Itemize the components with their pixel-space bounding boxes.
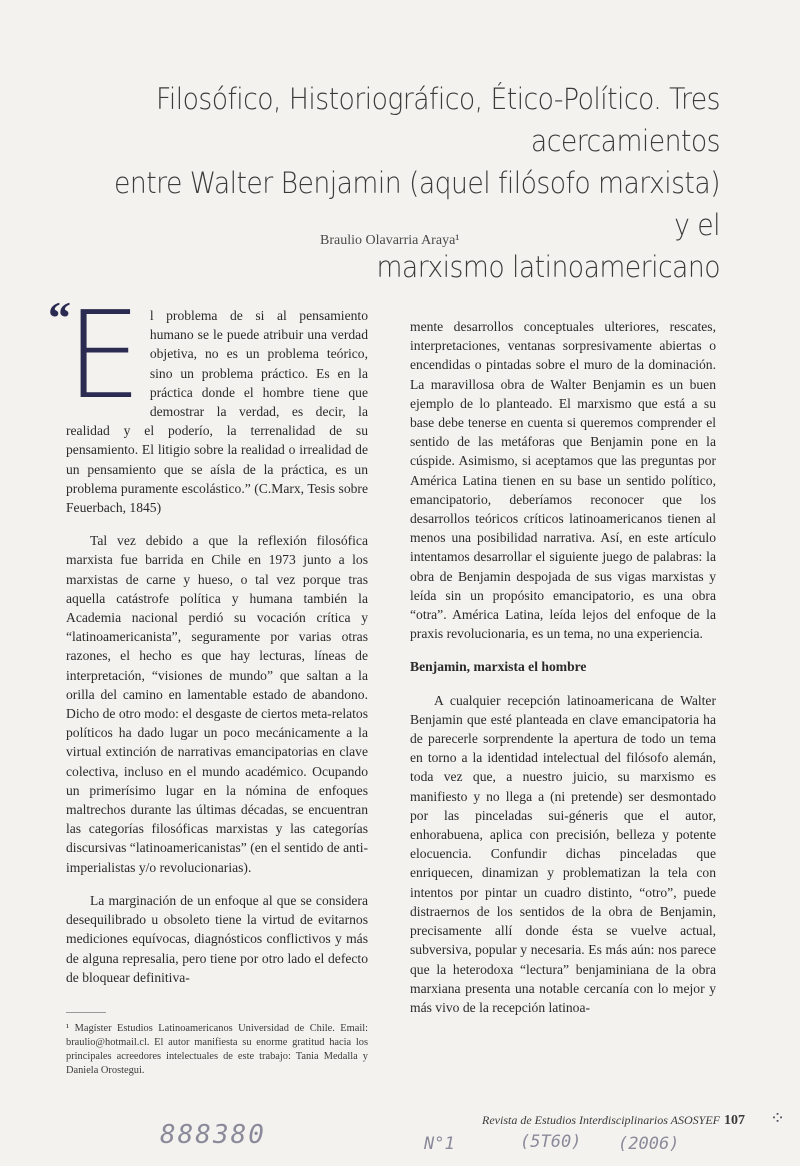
- left-column: [66, 287, 368, 1001]
- journal-name: Revista de Estudios Interdisciplinarios ASOSYEF: [482, 1113, 720, 1127]
- footnote-divider: [66, 1012, 106, 1013]
- handwritten-number: 888380: [160, 1120, 266, 1150]
- opening-quote-mark: “: [48, 292, 71, 343]
- author-name: Braulio Olavarria Araya¹: [320, 233, 460, 248]
- drop-cap: E: [66, 287, 142, 426]
- section-heading: Benjamin, marxista el hombre: [410, 659, 587, 675]
- footnote: ¹ Magíster Estudios Latinoamericanos Universidad de Chile. Email: braulio@hotmail.cl. El autor manifiesta su enorme gratitud hacia los principales acreedores intelectuales de este trabajo: Tania Medalla y Daniela Orostegui.: [66, 1023, 368, 1076]
- epigraph: [66, 287, 368, 517]
- handwritten-issue: N°1: [424, 1134, 455, 1154]
- paragraph: Tal vez debido a que la reflexión filosófica marxista fue barrida en Chile en 1973 junto a los marxistas de carne y hueso, o tal vez porque tras aquella catástrofe política y humana también la Academia nacional perdió su vocación crítica y “latinoamericanista”, seguramente por varias otras razones, el hecho es que hay lecturas, líneas de interpretación, “visiones de mundo” que saltan a la orilla del camino en lamentable estado de abandono. Dicho de otro modo: el desgaste de ciertos meta-relatos políticos ha dado lugar un poco mecánicamente a la virtual extinción de narrativas emancipatorias en clave colectiva, incluso en el mundo académico. Ocupando un primerísimo lugar en la nómina de enfoques maltrechos durante las últimas décadas, se encuentran las categorías filosóficas marxistas y las categorías discursivas “latinoamericanistas” (en el sentido de anti-imperialistas y/o revolucionarias).: [66, 533, 368, 875]
- ornament-icon: ⁘: [770, 1108, 786, 1128]
- title-line-3: marxismo latinoamericano: [376, 250, 720, 284]
- paragraph: A cualquier recepción latinoamericana de Walter Benjamin que esté planteada en clave emancipatoria ha de parecerle sorprendente la apertura de todo un tema en torno a la identidad intelectual del filósofo alemán, toda vez que, a nuestro juicio, su marxismo es manifiesto y no llega a (ni pretende) ser desmontado por las pinceladas sui-géneris que el autor, enhorabuena, aplica con precisión, belleza y potente elocuencia. Confundir dichas pinceladas que enriquecen, dinamizan y problematizan la tela con intentos por pintar un cuadro distinto, “otro”, puede distraernos de los sentidos de la obra de Benjamin, precisamente allí donde ésta se vuelve actual, subversiva, popular y necesaria. Es más aún: nos parece que la heterodoxa “lectura” benjaminiana de la obra marxiana presenta una notable cercanía con lo mejor y más vivo de la recepción latinoa-: [410, 692, 716, 1015]
- right-column: [410, 317, 716, 1031]
- paragraph: mente desarrollos conceptuales ulteriores, rescates, interpretaciones, ventanas sorpresivamente abiertas o encendidas o pintadas sobre el muro de la dominación. La maravillosa obra de Walter Benjamin es un buen ejemplo de lo planteado. El marxismo que está a su base debe tenerse en cuenta si queremos comprender el sentido de las metáforas que Benjamin pone en la cúspide. Asimismo, si aceptamos que las preguntas por América Latina tienen en su base un sentido político, emancipatorio, deberíamos reconocer que los desarrollos teóricos críticos latinoamericanos tienen al menos una posibilidad narrativa. Así, en este artículo intentamos desarrollar el siguiente juego de palabras: la obra de Benjamin despojada de sus vigas marxistas y leída sin un propósito emancipatorio, es una obra “otra”. América Latina, leída lejos del enfoque de la praxis revolucionaria, es un tema, no una experiencia.: [410, 319, 716, 642]
- page-number: 107: [723, 1113, 745, 1128]
- article-title: [113, 78, 720, 288]
- handwritten-year: (2006): [618, 1134, 680, 1154]
- paragraph: La marginación de un enfoque al que se considera desequilibrado u obsoleto tiene la virtud de evitarnos mediciones equívocas, diagnósticos conflictivos y más de alguna represalia, pero tiene por otro lado el defecto de bloquear definitiva-: [66, 892, 368, 985]
- handwritten-note: (5T60): [520, 1132, 582, 1152]
- title-line-1: Filosófico, Historiográfico, Ético-Político. Tres acercamientos: [155, 82, 721, 158]
- journal-footer: [482, 1113, 772, 1129]
- epigraph-text: l problema de si al pensamiento humano se le puede atribuir una verdad objetiva, no es un problema teórico, sino un problema práctico. Es en la práctica donde el hombre tiene que demostrar la verdad, es decir, la realidad y el poderío, la terrenalidad de su pensamiento. El litigio sobre la realidad o irrealidad de un pensamiento que se aísla de la práctica, es un problema puramente escolástico.” (C.Marx, Tesis sobre Feuerbach, 1845): [66, 308, 368, 516]
- title-line-2: entre Walter Benjamin (aquel filósofo marxista) y el: [113, 166, 720, 242]
